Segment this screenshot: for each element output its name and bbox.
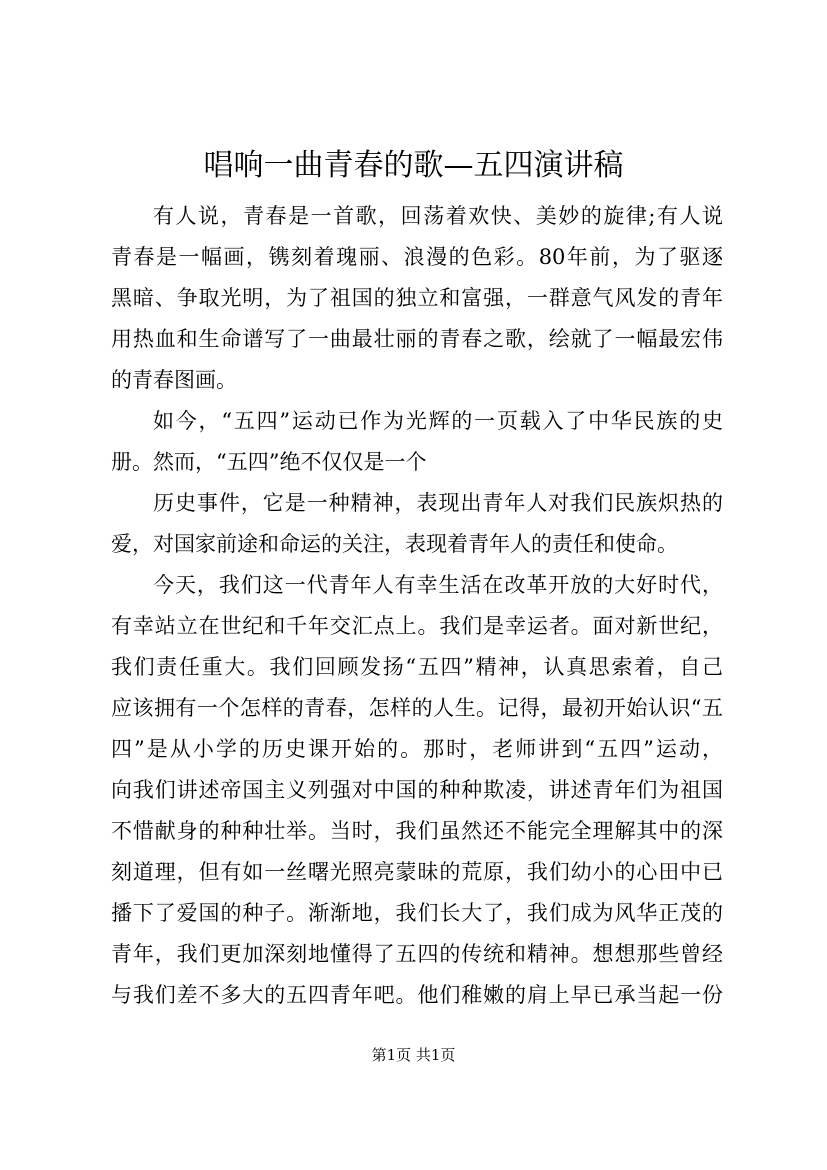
text-line: 不惜献身的种种壮举。当时，我们虽然还不能完全理解其中的深	[111, 819, 723, 843]
text-line: 我们责任重大。我们回顾发扬“五四”精神，认真思索着，自己	[111, 655, 723, 679]
text-line: 有幸站立在世纪和千年交汇点上。我们是幸运者。面对新世纪，	[111, 614, 723, 638]
text-line: 的青春图画。	[111, 368, 237, 392]
text-line: 向我们讲述帝国主义列强对中国的种种欺凌，讲述青年们为祖国	[111, 778, 723, 802]
text-line: 今天，我们这一代青年人有幸生活在改革开放的大好时代，	[153, 573, 723, 597]
document-body	[111, 196, 723, 1016]
paragraph	[111, 565, 723, 1016]
text-line: 播下了爱国的种子。渐渐地，我们长大了，我们成为风华正茂的	[111, 901, 723, 925]
text-line: 青春是一幅画，镌刻着瑰丽、浪漫的色彩。80年前，为了驱逐	[111, 245, 723, 269]
text-line: 青年，我们更加深刻地懂得了五四的传统和精神。想想那些曾经	[111, 942, 723, 966]
text-line: 历史事件，它是一种精神，表现出青年人对我们民族炽热的	[153, 491, 723, 515]
text-line: 如今，“五四”运动已作为光辉的一页载入了中华民族的史	[153, 409, 723, 433]
paragraph	[111, 483, 723, 565]
paragraph	[111, 401, 723, 483]
text-line: 有人说，青春是一首歌，回荡着欢快、美妙的旋律;有人说	[153, 204, 723, 228]
paragraph	[111, 196, 723, 401]
document-title: 唱响一曲青春的歌—五四演讲稿	[203, 148, 624, 183]
text-line: 四”是从小学的历史课开始的。那时，老师讲到“五四”运动，	[111, 737, 723, 761]
text-line: 爱，对国家前途和命运的关注，表现着青年人的责任和使命。	[111, 532, 678, 556]
text-line: 刻道理，但有如一丝曙光照亮蒙昧的荒原，我们幼小的心田中已	[111, 860, 723, 884]
text-line: 用热血和生命谱写了一曲最壮丽的青春之歌，绘就了一幅最宏伟	[111, 327, 723, 351]
text-line: 与我们差不多大的五四青年吧。他们稚嫩的肩上早已承当起一份	[111, 983, 723, 1007]
text-line: 册。然而，“五四”绝不仅仅是一个	[111, 450, 427, 474]
text-line: 应该拥有一个怎样的青春，怎样的人生。记得，最初开始认识“五	[111, 696, 723, 720]
page-footer: 第1页 共1页	[371, 1046, 456, 1064]
text-line: 黑暗、争取光明，为了祖国的独立和富强，一群意气风发的青年	[111, 286, 723, 310]
